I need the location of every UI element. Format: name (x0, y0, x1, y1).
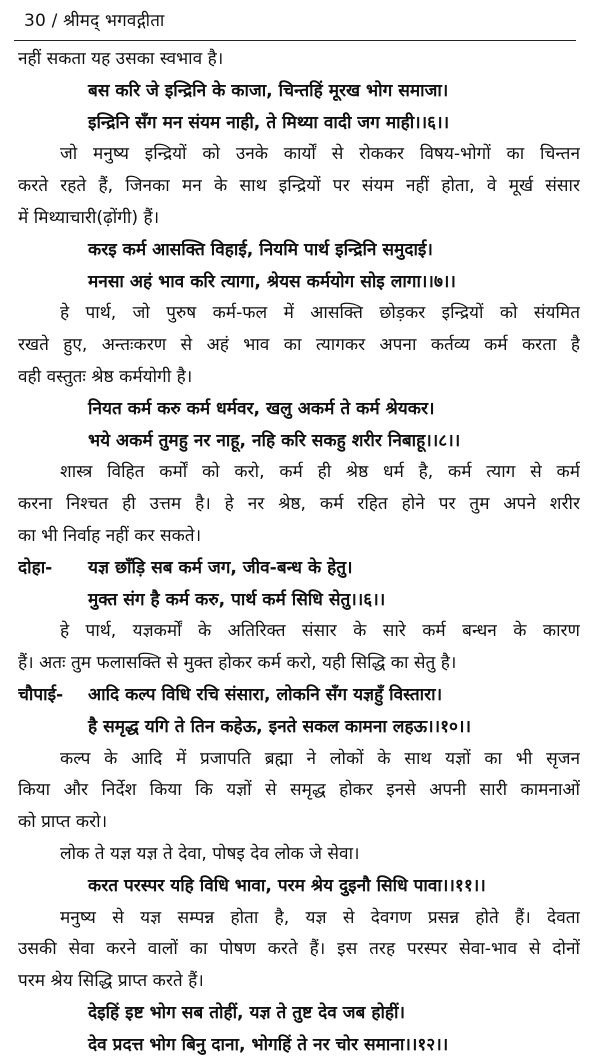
verse-line: मुक्त संग है कर्म करु, पार्थ कर्म सिधि सेतु।।६।। (88, 589, 386, 610)
prose-line: करना निश्चत ही उत्तम है। हे नर श्रेष्ठ, कर्म रहित होने पर तुम अपने शरीर (18, 494, 580, 515)
labeled-verse-line (18, 680, 580, 712)
verse-line: करत परस्पर यहि विधि भावा, परम श्रेय दुइनौ सिधि पावा।।११।। (88, 875, 486, 896)
verse-line: इन्द्रिनि सँग मन संयम नाही, ते मिथ्या वादी जग माही।।६।। (88, 112, 450, 133)
prose-line: उसकी सेवा करने वालों का पोषण करते हैं। इस तरह परस्पर सेवा-भाव से दोनों (18, 939, 580, 960)
prose-line: हे पार्थ, जो पुरुष कर्म-फल में आसक्ति छोड़कर इन्द्रियों को संयमित (60, 303, 580, 324)
verse-line: देइहिं इष्ट भोग सब तोहीं, यज्ञ ते तुष्ट देव जब होहीं। (88, 1002, 405, 1023)
prose-line: का भी निर्वाह नहीं कर सकते। (18, 525, 202, 546)
verse-line: बस करि जे इन्द्रिनि के काजा, चिन्तहिं मूरख भोग समाजा। (88, 80, 449, 101)
verse-line: है समृद्ध यगि ते तिन कहेऊ, इनते सकल कामना लहऊ।।१०।। (88, 716, 472, 737)
verse-line: भये अकर्म तुमहु नर नाहू, नहि करि सकहु शरीर निबाहू।।८।। (88, 430, 461, 451)
prose-line: कल्प के आदि में प्रजापति ब्रह्मा ने लोकों के साथ यज्ञों का भी सृजन (60, 748, 580, 769)
verse-text: आदि कल्प विधि रचि संसारा, लोकनि सँग यज्ञहुँ विस्तारा। (88, 684, 443, 705)
chaupai-label: चौपाई- (18, 684, 64, 705)
prose-line: मनुष्य से यज्ञ सम्पन्न होता है, यज्ञ से देवगण प्रसन्न होते हैं। देवता (60, 907, 580, 928)
doha-label: दोहा- (18, 557, 53, 578)
verse-line: नियत कर्म करु कर्म धर्मवर, खलु अकर्म ते कर्म श्रेयकर। (88, 398, 435, 419)
prose-line: में मिथ्याचारी(ढ़ोंगी) हैं। (18, 207, 160, 228)
prose-line: नहीं सकता यह उसका स्वभाव है। (18, 49, 224, 69)
prose-line: हैं। अतः तुम फलासक्ति से मुक्त होकर कर्म करो, यही सिद्धि का सेतु है। (18, 653, 457, 674)
running-header: 30 / श्रीमद् भगवद्गीता (24, 11, 165, 31)
prose-line: जो मनुष्य इन्द्रियों को उनके कार्यों से रोककर विषय-भोगों का चिन्तन (60, 144, 580, 165)
prose-line: को प्राप्त करो। (18, 812, 108, 833)
labeled-verse-line (18, 553, 580, 585)
page-body (0, 44, 600, 1062)
verse-line: मनसा अहं भाव करि त्यागा, श्रेयस कर्मयोग सोइ लागा।।७।। (88, 271, 456, 292)
prose-line: रखते हुए, अन्तःकरण से अहं भाव का त्यागकर अपना कर्तव्य कर्म करता है (18, 335, 580, 356)
prose-line: परम श्रेय सिद्धि प्राप्त करते हैं। (18, 971, 204, 992)
header-rule (14, 40, 576, 41)
prose-line: वही वस्तुतः श्रेष्ठ कर्मयोगी है। (18, 366, 193, 387)
prose-line: किया और निर्देश किया कि यज्ञों से समृद्ध होकर इनसे अपनी सारी कामनाओं (18, 780, 580, 801)
verse-text: यज्ञ छाँड़ि सब कर्म जग, जीव-बन्ध के हेतु। (88, 557, 353, 578)
prose-line: शास्त्र विहित कर्मों को करो, कर्म ही श्रेष्ठ धर्म है, कर्म त्याग से कर्म (60, 462, 580, 483)
verse-line: देव प्रदत्त भोग बिनु दाना, भोगहिं ते नर चोर समाना।।१२।। (88, 1034, 449, 1055)
verse-line: करइ कर्म आसक्ति विहाई, नियमि पार्थ इन्द्रिनि समुदाई। (88, 239, 433, 260)
verse-line: लोक ते यज्ञ यज्ञ ते देवा, पोषइ देव लोक जे सेवा। (60, 843, 360, 864)
prose-line: हे पार्थ, यज्ञकर्मों के अतिरिक्त संसार के सारे कर्म बन्धन के कारण (60, 621, 580, 642)
prose-line: करते रहते हैं, जिनका मन के साथ इन्द्रियों पर संयम नहीं होता, वे मूर्ख संसार (18, 176, 580, 197)
